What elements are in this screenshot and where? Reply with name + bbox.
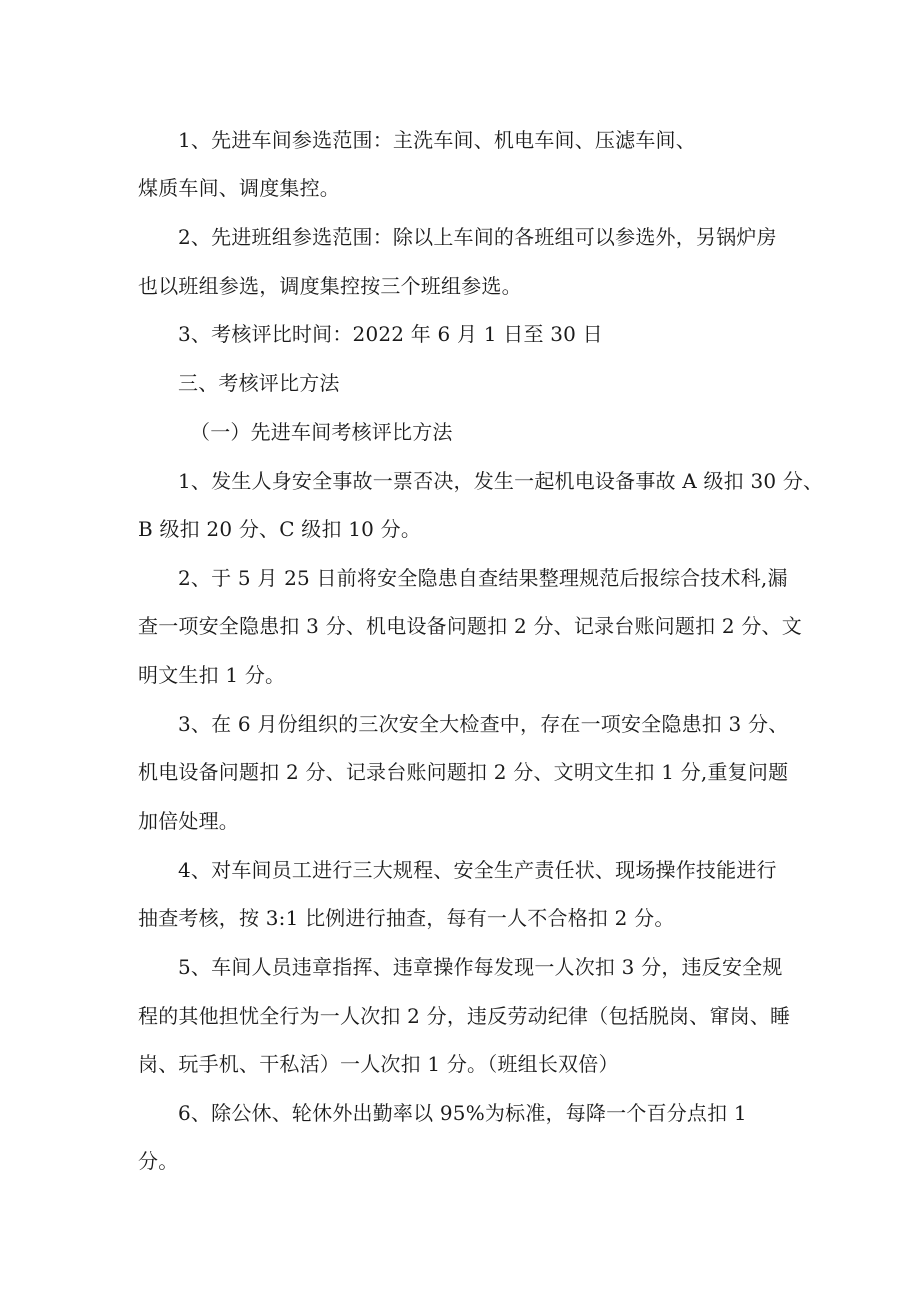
- text-line: 3、考核评比时间：2022 年 6 月 1 日至 30 日: [178, 322, 603, 346]
- text-line: 也以班组参选，调度集控按三个班组参选。: [138, 274, 522, 298]
- text-line: 加倍处理。: [138, 809, 239, 833]
- text-line: 明文生扣 1 分。: [138, 663, 286, 687]
- text-line: 4、对车间员工进行三大规程、安全生产责任状、现场操作技能进行: [178, 858, 777, 882]
- text-line: 2、于 5 月 25 日前将安全隐患自查结果整理规范后报综合技术科,漏: [178, 566, 788, 590]
- text-line: 1、发生人身安全事故一票否决，发生一起机电设备事故 A 级扣 30 分、: [178, 469, 824, 493]
- text-line: 岗、玩手机、干私活）一人次扣 1 分。（班组长双倍）: [138, 1052, 619, 1076]
- text-line: B 级扣 20 分、C 级扣 10 分。: [138, 517, 422, 541]
- text-line: 6、除公休、轮休外出勤率以 95%为标准，每降一个百分点扣 1: [178, 1101, 747, 1125]
- subsection-heading: （一）先进车间考核评比方法: [190, 420, 453, 444]
- text-line: 程的其他担忧全行为一人次扣 2 分，违反劳动纪律（包括脱岗、窜岗、睡: [138, 1004, 791, 1028]
- text-line: 抽查考核，按 3:1 比例进行抽查，每有一人不合格扣 2 分。: [138, 906, 675, 930]
- text-line: 5、车间人员违章指挥、违章操作每发现一人次扣 3 分，违反安全规: [178, 955, 783, 979]
- text-line: 查一项安全隐患扣 3 分、机电设备问题扣 2 分、记录台账问题扣 2 分、文: [138, 614, 802, 638]
- text-line: 1、先进车间参选范围：主洗车间、机电车间、压滤车间、: [178, 128, 696, 152]
- text-line: 分。: [138, 1149, 179, 1173]
- text-line: 2、先进班组参选范围：除以上车间的各班组可以参选外，另锅炉房: [178, 225, 777, 249]
- section-heading: 三、考核评比方法: [178, 371, 340, 395]
- text-line: 煤质车间、调度集控。: [138, 176, 340, 200]
- text-line: 机电设备问题扣 2 分、记录台账问题扣 2 分、文明文生扣 1 分,重复问题: [138, 760, 789, 784]
- text-line: 3、在 6 月份组织的三次安全大检查中，存在一项安全隐患扣 3 分、: [178, 712, 789, 736]
